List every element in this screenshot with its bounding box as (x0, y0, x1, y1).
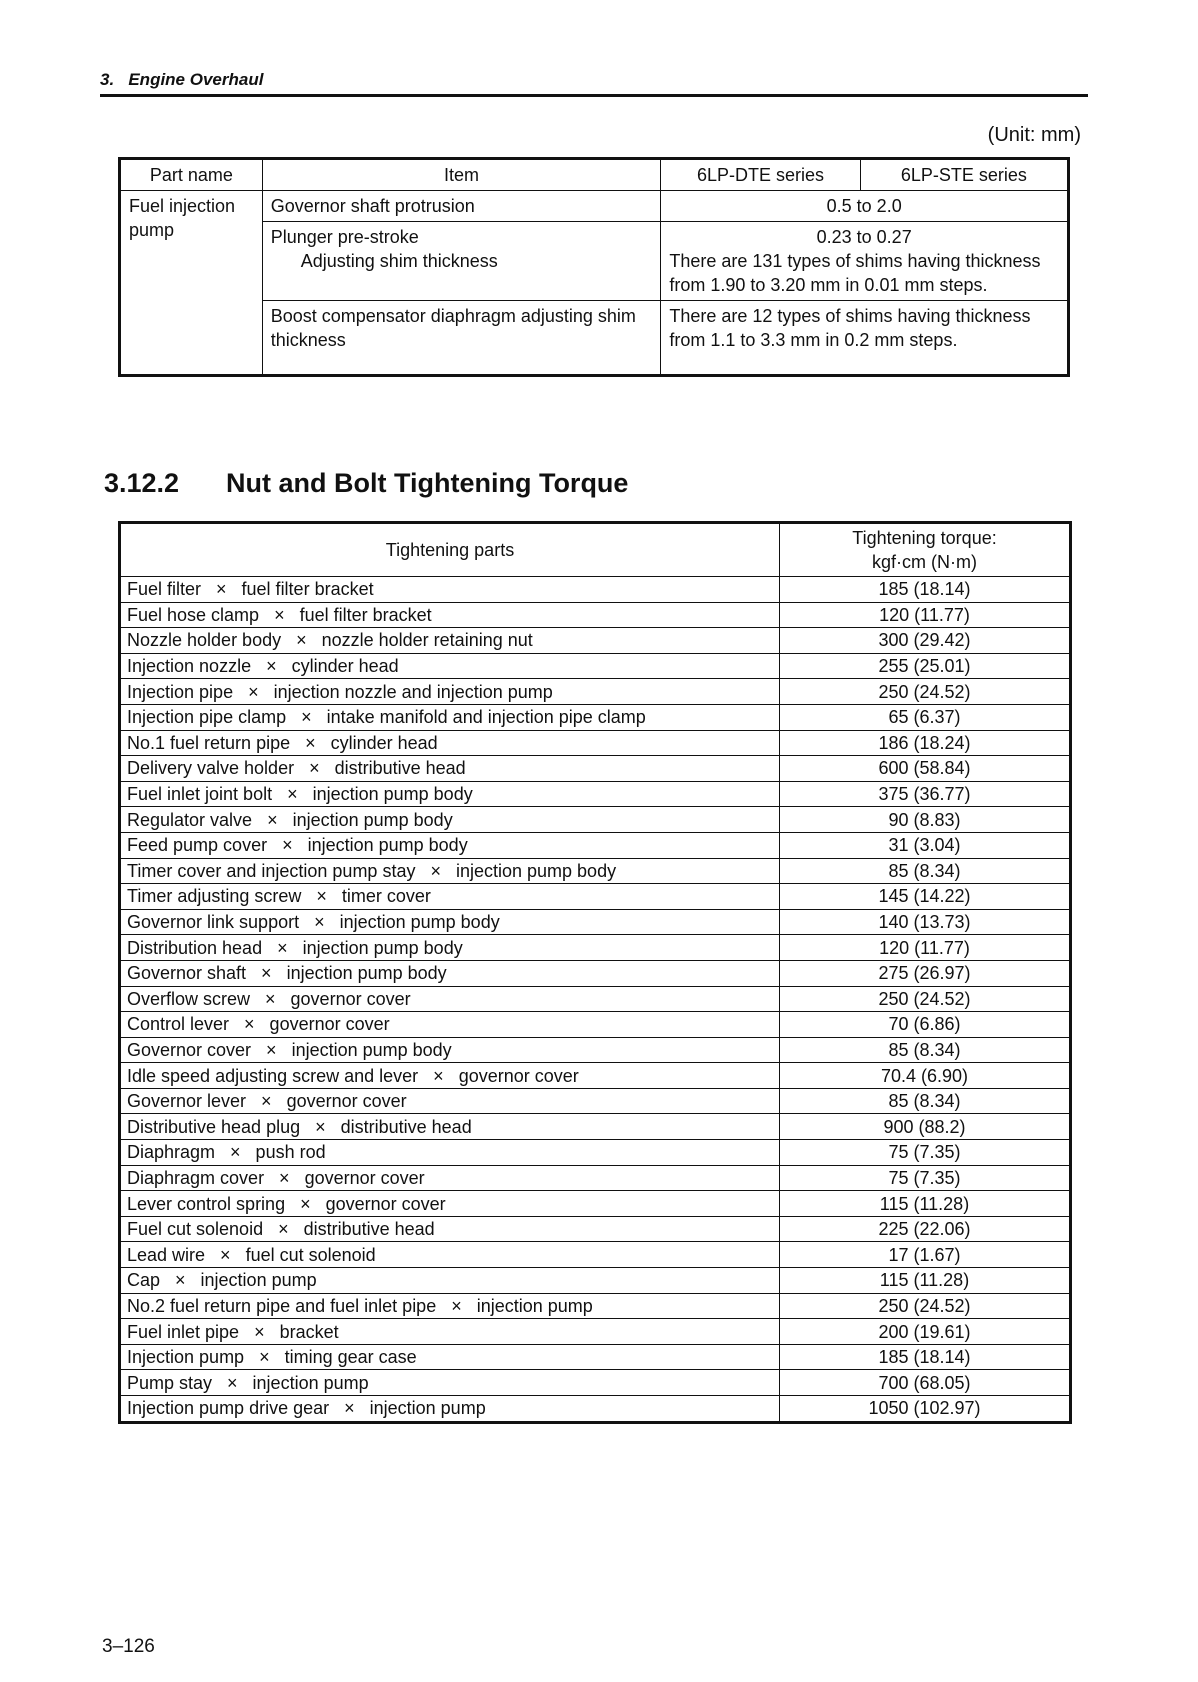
spec-part-name-cell (120, 191, 263, 376)
tightening-part: Fuel inlet joint bolt × injection pump body (120, 781, 780, 807)
tightening-part: Idle speed adjusting screw and lever × governor cover (120, 1063, 780, 1089)
table-row (120, 935, 1071, 961)
tightening-torque: 185 (18.14) (780, 577, 1071, 603)
page-header (100, 70, 1088, 97)
tightening-torque: 900 (88.2) (780, 1114, 1071, 1140)
torque-header-line1: Tightening torque: (852, 528, 997, 548)
table-row (120, 832, 1071, 858)
tightening-part: Nozzle holder body × nozzle holder retaining nut (120, 628, 780, 654)
tightening-torque: 200 (19.61) (780, 1319, 1071, 1345)
table-row (120, 986, 1071, 1012)
tightening-part: Timer adjusting screw × timer cover (120, 884, 780, 910)
spec-header-dte: 6LP-DTE series (661, 159, 860, 191)
table-row (120, 1140, 1071, 1166)
table-row (120, 960, 1071, 986)
tightening-torque: 185 (18.14) (780, 1344, 1071, 1370)
table-row (120, 1268, 1071, 1294)
tightening-part: Injection pipe × injection nozzle and injection pump (120, 679, 780, 705)
table-row (120, 1242, 1071, 1268)
tightening-torque: 85 (8.34) (780, 1088, 1071, 1114)
table-row (120, 730, 1071, 756)
tightening-torque: 250 (24.52) (780, 986, 1071, 1012)
tightening-torque: 75 (7.35) (780, 1165, 1071, 1191)
table-row (120, 909, 1071, 935)
tightening-torque: 140 (13.73) (780, 909, 1071, 935)
spec-item: Boost compensator diaphragm adjusting shim thickness (262, 301, 661, 376)
spec-header-item: Item (262, 159, 661, 191)
tightening-part: Governor cover × injection pump body (120, 1037, 780, 1063)
spec-value-note: There are 131 types of shims having thickness from 1.90 to 3.20 mm in 0.01 mm steps. (669, 251, 1041, 295)
chapter-title: 3. Engine Overhaul (100, 70, 264, 89)
table-row (120, 1114, 1071, 1140)
spec-row (120, 222, 1069, 301)
tightening-torque: 31 (3.04) (780, 832, 1071, 858)
tightening-part: No.1 fuel return pipe × cylinder head (120, 730, 780, 756)
spec-table (118, 157, 1070, 377)
tightening-part: Timer cover and injection pump stay × injection pump body (120, 858, 780, 884)
torque-table (118, 521, 1072, 1424)
tightening-part: Pump stay × injection pump (120, 1370, 780, 1396)
tightening-torque: 600 (58.84) (780, 756, 1071, 782)
tightening-part: Cap × injection pump (120, 1268, 780, 1294)
table-row (120, 1088, 1071, 1114)
table-row (120, 756, 1071, 782)
tightening-part: Fuel hose clamp × fuel filter bracket (120, 602, 780, 628)
tightening-part: No.2 fuel return pipe and fuel inlet pipe × injection pump (120, 1293, 780, 1319)
tightening-part: Governor lever × governor cover (120, 1088, 780, 1114)
tightening-torque: 700 (68.05) (780, 1370, 1071, 1396)
tightening-part: Feed pump cover × injection pump body (120, 832, 780, 858)
spec-header-ste: 6LP-STE series (860, 159, 1068, 191)
table-row (120, 577, 1071, 603)
spec-item-cell (262, 222, 661, 301)
unit-note: (Unit: mm) (987, 124, 1081, 146)
table-row (120, 781, 1071, 807)
torque-table-body (120, 577, 1071, 1423)
table-row (120, 858, 1071, 884)
tightening-part: Lever control spring × governor cover (120, 1191, 780, 1217)
section-heading (104, 468, 628, 499)
table-row (120, 653, 1071, 679)
spec-part-name-line1: Fuel injection (129, 196, 236, 216)
tightening-torque: 90 (8.83) (780, 807, 1071, 833)
tightening-torque: 70.4 (6.90) (780, 1063, 1071, 1089)
tightening-part: Governor shaft × injection pump body (120, 960, 780, 986)
page-number: 3–126 (102, 1636, 155, 1657)
torque-header-torque (780, 523, 1071, 577)
tightening-torque: 115 (11.28) (780, 1268, 1071, 1294)
table-row (120, 1370, 1071, 1396)
tightening-torque: 255 (25.01) (780, 653, 1071, 679)
table-row (120, 1396, 1071, 1423)
spec-item-sub: Adjusting shim thickness (300, 251, 498, 271)
tightening-torque: 1050 (102.97) (780, 1396, 1071, 1423)
table-row (120, 679, 1071, 705)
tightening-part: Regulator valve × injection pump body (120, 807, 780, 833)
tightening-torque: 120 (11.77) (780, 602, 1071, 628)
tightening-part: Governor link support × injection pump body (120, 909, 780, 935)
tightening-torque: 225 (22.06) (780, 1216, 1071, 1242)
tightening-torque: 275 (26.97) (780, 960, 1071, 986)
tightening-torque: 115 (11.28) (780, 1191, 1071, 1217)
tightening-part: Fuel cut solenoid × distributive head (120, 1216, 780, 1242)
spec-value: 0.5 to 2.0 (661, 191, 1069, 222)
spec-row (120, 301, 1069, 376)
tightening-torque: 17 (1.67) (780, 1242, 1071, 1268)
table-row (120, 1037, 1071, 1063)
table-row (120, 884, 1071, 910)
table-row (120, 602, 1071, 628)
tightening-part: Distributive head plug × distributive head (120, 1114, 780, 1140)
table-row (120, 1165, 1071, 1191)
torque-header-parts: Tightening parts (120, 523, 780, 577)
tightening-torque: 70 (6.86) (780, 1012, 1071, 1038)
tightening-part: Fuel inlet pipe × bracket (120, 1319, 780, 1345)
torque-header-line2: kgf·cm (N·m) (872, 552, 977, 572)
tightening-part: Control lever × governor cover (120, 1012, 780, 1038)
tightening-part: Lead wire × fuel cut solenoid (120, 1242, 780, 1268)
table-row (120, 1319, 1071, 1345)
table-row (120, 1063, 1071, 1089)
table-row (120, 1293, 1071, 1319)
table-row (120, 628, 1071, 654)
spec-item: Plunger pre-stroke (270, 227, 419, 247)
table-row (120, 1216, 1071, 1242)
tightening-part: Injection pump drive gear × injection pump (120, 1396, 780, 1423)
table-row (120, 1012, 1071, 1038)
tightening-part: Delivery valve holder × distributive head (120, 756, 780, 782)
tightening-part: Injection nozzle × cylinder head (120, 653, 780, 679)
tightening-torque: 186 (18.24) (780, 730, 1071, 756)
tightening-torque: 250 (24.52) (780, 1293, 1071, 1319)
table-row (120, 1344, 1071, 1370)
tightening-torque: 85 (8.34) (780, 1037, 1071, 1063)
tightening-torque: 120 (11.77) (780, 935, 1071, 961)
tightening-torque: 75 (7.35) (780, 1140, 1071, 1166)
tightening-torque: 300 (29.42) (780, 628, 1071, 654)
spec-item: Governor shaft protrusion (262, 191, 661, 222)
spec-header-row (120, 159, 1069, 191)
table-row (120, 1191, 1071, 1217)
tightening-part: Fuel filter × fuel filter bracket (120, 577, 780, 603)
table-row (120, 807, 1071, 833)
spec-value: 0.23 to 0.27 (816, 227, 912, 247)
tightening-part: Injection pump × timing gear case (120, 1344, 780, 1370)
torque-header-row (120, 523, 1071, 577)
tightening-part: Diaphragm cover × governor cover (120, 1165, 780, 1191)
tightening-torque: 375 (36.77) (780, 781, 1071, 807)
section-title: Nut and Bolt Tightening Torque (226, 468, 629, 498)
spec-part-name-line2: pump (129, 220, 175, 240)
section-number: 3.12.2 (104, 468, 180, 498)
tightening-torque: 250 (24.52) (780, 679, 1071, 705)
spec-value: There are 12 types of shims having thickness from 1.1 to 3.3 mm in 0.2 mm steps. (661, 301, 1069, 376)
tightening-torque: 145 (14.22) (780, 884, 1071, 910)
tightening-part: Overflow screw × governor cover (120, 986, 780, 1012)
tightening-part: Diaphragm × push rod (120, 1140, 780, 1166)
tightening-torque: 85 (8.34) (780, 858, 1071, 884)
tightening-part: Distribution head × injection pump body (120, 935, 780, 961)
table-row (120, 704, 1071, 730)
spec-header-part-name: Part name (120, 159, 263, 191)
spec-value-cell (661, 222, 1069, 301)
tightening-torque: 65 (6.37) (780, 704, 1071, 730)
tightening-part: Injection pipe clamp × intake manifold and injection pipe clamp (120, 704, 780, 730)
spec-row (120, 191, 1069, 222)
